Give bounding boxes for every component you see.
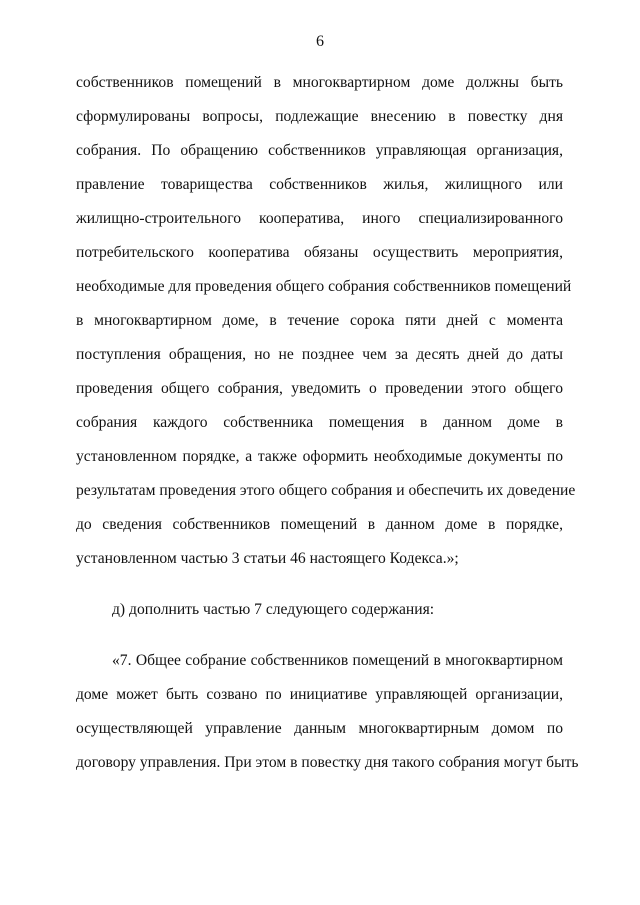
text-line: осуществляющей управление данным многоквартирным домом по <box>76 720 563 737</box>
page-number: 6 <box>316 33 324 50</box>
text-line: установленном частью 3 статьи 46 настоящего Кодекса.»; <box>76 550 459 567</box>
text-line: правление товарищества собственников жилья, жилищного или <box>76 176 563 193</box>
text-line: до сведения собственников помещений в данном доме в порядке, <box>76 516 563 533</box>
paragraph <box>76 66 576 576</box>
text-line: установленном порядке, а также оформить необходимые документы по <box>76 448 563 465</box>
paragraph-spacing <box>76 627 563 644</box>
paragraph-spacing <box>76 576 563 593</box>
text-line: потребительского кооператива обязаны осуществить мероприятия, <box>76 244 563 261</box>
text-line: необходимые для проведения общего собрания собственников помещений <box>76 278 572 295</box>
text-line: доме может быть созвано по инициативе управляющей организации, <box>76 686 563 703</box>
document-body <box>76 66 579 780</box>
text-line: «7. Общее собрание собственников помещений в многоквартирном <box>112 652 563 669</box>
text-line: сформулированы вопросы, подлежащие внесению в повестку дня <box>76 108 563 125</box>
text-line: в многоквартирном доме, в течение сорока пяти дней с момента <box>76 312 563 329</box>
text-line: поступления обращения, но не позднее чем за десять дней до даты <box>76 346 563 363</box>
text-line: собрания. По обращению собственников управляющая организация, <box>76 142 563 159</box>
paragraph <box>76 644 579 780</box>
text-line: проведения общего собрания, уведомить о проведении этого общего <box>76 380 563 397</box>
text-line: договору управления. При этом в повестку дня такого собрания могут быть <box>76 754 579 771</box>
text-line: жилищно-строительного кооператива, иного специализированного <box>76 210 563 227</box>
text-line: д) дополнить частью 7 следующего содержания: <box>112 601 435 618</box>
text-line: собственников помещений в многоквартирном доме должны быть <box>76 74 563 91</box>
text-line: результатам проведения этого общего собрания и обеспечить их доведение <box>76 482 576 499</box>
text-line: собрания каждого собственника помещения в данном доме в <box>76 414 563 431</box>
paragraph <box>76 593 563 627</box>
